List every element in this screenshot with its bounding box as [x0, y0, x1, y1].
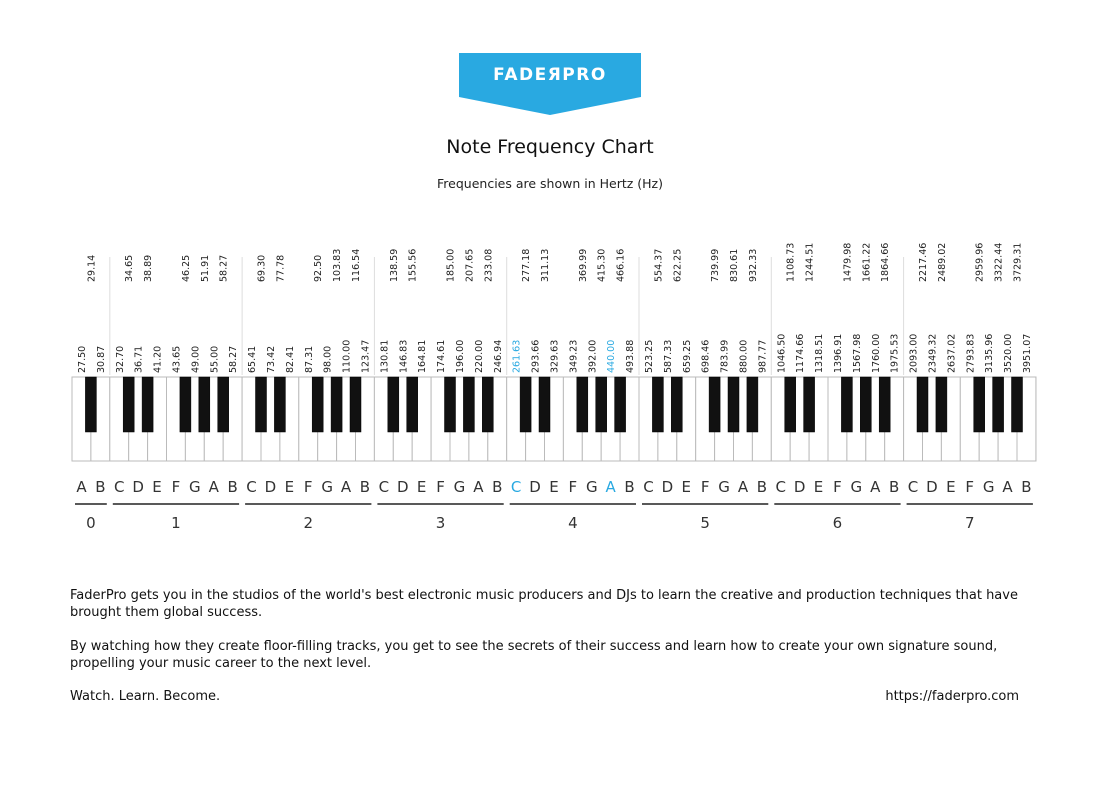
white-key-frequency: 698.46 — [700, 339, 712, 373]
note-label: G — [982, 478, 995, 496]
white-key-frequency: 392.00 — [587, 339, 599, 373]
white-key-frequency: 36.71 — [133, 345, 145, 373]
note-label: E — [946, 478, 956, 496]
note-label: G — [585, 478, 598, 496]
black-key — [652, 377, 663, 432]
black-key — [993, 377, 1004, 432]
black-key — [274, 377, 285, 432]
octave-number: 3 — [435, 514, 446, 532]
black-key-frequency: 58.27 — [218, 254, 230, 282]
octave-number: 4 — [568, 514, 578, 532]
octave-number: 6 — [832, 514, 843, 532]
white-key-frequency: 1760.00 — [870, 333, 882, 373]
black-key — [520, 377, 531, 432]
octave-number: 5 — [700, 514, 710, 532]
octave-number: 2 — [303, 514, 314, 532]
note-label: B — [227, 478, 238, 496]
black-key-frequency: 2489.02 — [936, 242, 948, 282]
note-label: G — [321, 478, 333, 496]
black-key — [841, 377, 852, 432]
black-key — [709, 377, 720, 432]
faderpro-logo — [459, 53, 641, 115]
note-label: B — [889, 478, 900, 496]
white-key-frequency: 1046.50 — [776, 333, 788, 373]
note-label: D — [661, 478, 674, 496]
white-key-frequency: 493.88 — [625, 339, 637, 373]
note-label: C — [510, 478, 522, 496]
black-key-frequency: 311.13 — [540, 248, 551, 282]
note-label: A — [340, 478, 352, 496]
black-key — [85, 377, 96, 432]
black-key — [445, 377, 456, 432]
white-key-frequency: 73.42 — [265, 345, 277, 373]
white-key-frequency: 87.31 — [303, 345, 315, 373]
note-label: B — [95, 478, 106, 496]
black-key — [671, 377, 682, 432]
white-key-frequency: 55.00 — [209, 345, 221, 373]
black-key — [860, 377, 871, 432]
black-key-frequency: 466.16 — [615, 248, 627, 282]
note-label: D — [132, 478, 144, 496]
black-key — [785, 377, 796, 432]
tagline: Watch. Learn. Become. — [70, 689, 221, 704]
black-key — [218, 377, 229, 432]
white-key-frequency: 1318.51 — [814, 333, 826, 373]
white-key-frequency: 349.23 — [568, 339, 580, 373]
note-label: A — [870, 478, 881, 496]
black-key-frequency: 1244.51 — [804, 242, 816, 282]
white-key-frequency: 1567.98 — [851, 333, 863, 373]
white-key-frequency: 2793.83 — [965, 333, 977, 373]
black-key — [804, 377, 815, 432]
logo-text: FADEЯPRO — [493, 65, 607, 85]
black-key — [539, 377, 550, 432]
website-link[interactable]: https://faderpro.com — [885, 689, 1019, 704]
black-key-frequency: 3322.44 — [993, 242, 1005, 282]
white-key-frequency: 49.00 — [190, 345, 202, 373]
white-key-frequency: 130.81 — [379, 339, 391, 373]
black-key-frequency: 554.37 — [653, 248, 665, 282]
black-key-frequency: 369.99 — [577, 248, 589, 282]
white-key-frequency: 1396.91 — [832, 333, 844, 373]
note-label: A — [208, 478, 219, 496]
note-label: F — [436, 478, 445, 496]
white-key-frequency: 783.99 — [719, 339, 731, 373]
black-key — [482, 377, 493, 432]
white-key-frequency: 440.00 — [606, 339, 618, 373]
white-key-frequency: 27.50 — [76, 345, 88, 373]
white-key-frequency: 293.66 — [530, 339, 542, 373]
black-key-frequency: 116.54 — [351, 248, 362, 282]
black-key-frequency: 38.89 — [143, 254, 155, 282]
black-key-frequency: 185.00 — [445, 248, 457, 282]
white-key-frequency: 659.25 — [681, 339, 693, 373]
white-key-frequency: 1975.53 — [889, 333, 901, 373]
black-key-frequency: 77.78 — [275, 254, 287, 282]
black-key-frequency: 1108.73 — [785, 242, 797, 282]
note-label: A — [1002, 478, 1013, 496]
note-label: C — [775, 478, 786, 496]
black-key — [577, 377, 588, 432]
note-label: D — [793, 478, 806, 496]
note-label: D — [396, 478, 409, 496]
note-label: F — [700, 478, 710, 496]
note-label: E — [284, 478, 295, 496]
black-key — [123, 377, 134, 432]
black-key-frequency: 622.25 — [672, 248, 684, 282]
black-key — [180, 377, 191, 432]
note-label: F — [171, 478, 181, 496]
white-key-frequency: 41.20 — [152, 345, 164, 373]
page-subtitle: Frequencies are shown in Hertz (Hz) — [437, 176, 663, 191]
white-key-frequency: 30.87 — [95, 345, 107, 373]
white-key-frequency: 523.25 — [643, 339, 655, 373]
black-key-frequency: 932.33 — [747, 248, 759, 282]
white-key-frequency: 98.00 — [322, 345, 334, 373]
black-key-frequency: 51.91 — [199, 254, 211, 282]
black-key-frequency: 830.61 — [729, 248, 740, 282]
black-key-frequency: 1864.66 — [880, 242, 892, 282]
white-key-frequency: 880.00 — [738, 339, 750, 373]
black-key-frequency: 69.30 — [256, 254, 268, 282]
page-title: Note Frequency Chart — [446, 136, 654, 158]
octave-number: 1 — [171, 514, 181, 532]
note-label: G — [189, 478, 201, 496]
white-key-frequency: 2349.32 — [927, 333, 939, 373]
note-label: E — [549, 478, 559, 496]
black-key — [463, 377, 474, 432]
white-key-frequency: 261.63 — [511, 339, 523, 373]
white-key-frequency: 164.81 — [417, 339, 429, 373]
note-label: C — [378, 478, 390, 496]
black-key — [199, 377, 210, 432]
description-paragraph: By watching how they create floor-filling tracks, you get to see the secrets of their success and learn how to create your own signature sound, propelling your music career to the next level. — [70, 639, 998, 671]
note-label: G — [718, 478, 730, 496]
black-key — [331, 377, 342, 432]
white-key-frequency: 3135.96 — [984, 333, 996, 373]
note-label: G — [453, 478, 466, 496]
black-key — [142, 377, 153, 432]
note-label: G — [850, 478, 863, 496]
white-key-frequency: 65.41 — [247, 345, 259, 373]
black-key-frequency: 92.50 — [313, 254, 325, 282]
octave-number: 0 — [86, 514, 96, 532]
white-key-frequency: 43.65 — [171, 345, 183, 373]
white-key-frequency: 82.41 — [284, 345, 296, 373]
intro-paragraph: FaderPro gets you in the studios of the world's best electronic music producers and DJs to learn the creative and production techniques that have brought them global success. — [70, 588, 1018, 620]
white-key-frequency: 110.00 — [341, 339, 353, 373]
white-key-frequency: 174.61 — [436, 339, 448, 373]
white-key-frequency: 246.94 — [492, 339, 504, 373]
black-key-frequency: 207.65 — [464, 248, 476, 282]
white-key-frequency: 58.27 — [228, 345, 240, 373]
black-key — [596, 377, 607, 432]
note-label: F — [833, 478, 842, 496]
note-label: F — [568, 478, 578, 496]
note-label: C — [643, 478, 654, 496]
white-key-frequency: 3520.00 — [1003, 333, 1015, 373]
octave-number: 7 — [964, 514, 975, 532]
white-key-frequency: 3951.07 — [1021, 333, 1033, 373]
black-key — [312, 377, 323, 432]
note-label: A — [737, 478, 749, 496]
black-key — [256, 377, 267, 432]
note-label: E — [416, 478, 427, 496]
black-key-frequency: 29.14 — [86, 254, 98, 282]
note-label: E — [681, 478, 691, 496]
black-key — [728, 377, 739, 432]
black-key — [1012, 377, 1023, 432]
note-label: D — [264, 478, 277, 496]
note-label: A — [473, 478, 484, 496]
black-key-frequency: 155.56 — [407, 248, 419, 282]
note-label: A — [605, 478, 616, 496]
white-key-frequency: 329.63 — [549, 339, 561, 373]
note-label: D — [529, 478, 541, 496]
white-key-frequency: 2093.00 — [908, 333, 920, 373]
white-key-frequency: 2637.02 — [946, 333, 958, 373]
note-label: B — [756, 478, 767, 496]
black-key-frequency: 138.59 — [388, 248, 400, 282]
black-key — [936, 377, 947, 432]
black-key-frequency: 2959.96 — [974, 242, 986, 282]
black-key — [407, 377, 418, 432]
white-key-frequency: 146.83 — [398, 339, 410, 373]
note-label: B — [359, 478, 371, 496]
note-label: B — [492, 478, 503, 496]
note-label: C — [246, 478, 257, 496]
white-key-frequency: 1174.66 — [795, 333, 807, 373]
black-key-frequency: 233.08 — [483, 248, 495, 282]
note-label: B — [1021, 478, 1032, 496]
piano-frequency-chart — [0, 240, 1100, 540]
note-label: E — [813, 478, 824, 496]
note-label: C — [907, 478, 919, 496]
black-key-frequency: 46.25 — [180, 254, 192, 282]
white-key-frequency: 32.70 — [114, 345, 126, 373]
black-key — [350, 377, 361, 432]
black-key-frequency: 3729.31 — [1012, 242, 1024, 282]
white-key-frequency: 196.00 — [454, 339, 466, 373]
note-label: B — [624, 478, 635, 496]
black-key-frequency: 2217.46 — [918, 242, 929, 282]
black-key-frequency: 277.18 — [521, 248, 533, 282]
black-key-frequency: 739.99 — [710, 248, 722, 282]
black-key-frequency: 415.30 — [596, 248, 608, 282]
black-key — [917, 377, 928, 432]
black-key-frequency: 103.83 — [332, 248, 344, 282]
black-key — [974, 377, 985, 432]
black-key — [388, 377, 399, 432]
white-key-frequency: 220.00 — [473, 339, 485, 373]
note-label: F — [303, 478, 313, 496]
black-key-frequency: 1479.98 — [842, 242, 854, 282]
black-key-frequency: 34.65 — [124, 254, 136, 282]
black-key-frequency: 1661.22 — [861, 242, 873, 282]
white-key-frequency: 123.47 — [360, 339, 372, 373]
note-label: A — [76, 478, 87, 496]
black-key — [879, 377, 890, 432]
note-label: F — [965, 478, 975, 496]
note-label: E — [152, 478, 162, 496]
white-key-frequency: 587.33 — [662, 339, 674, 373]
note-label: C — [114, 478, 125, 496]
white-key-frequency: 987.77 — [757, 339, 769, 373]
black-key — [747, 377, 758, 432]
note-label: D — [926, 478, 938, 496]
black-key — [615, 377, 626, 432]
